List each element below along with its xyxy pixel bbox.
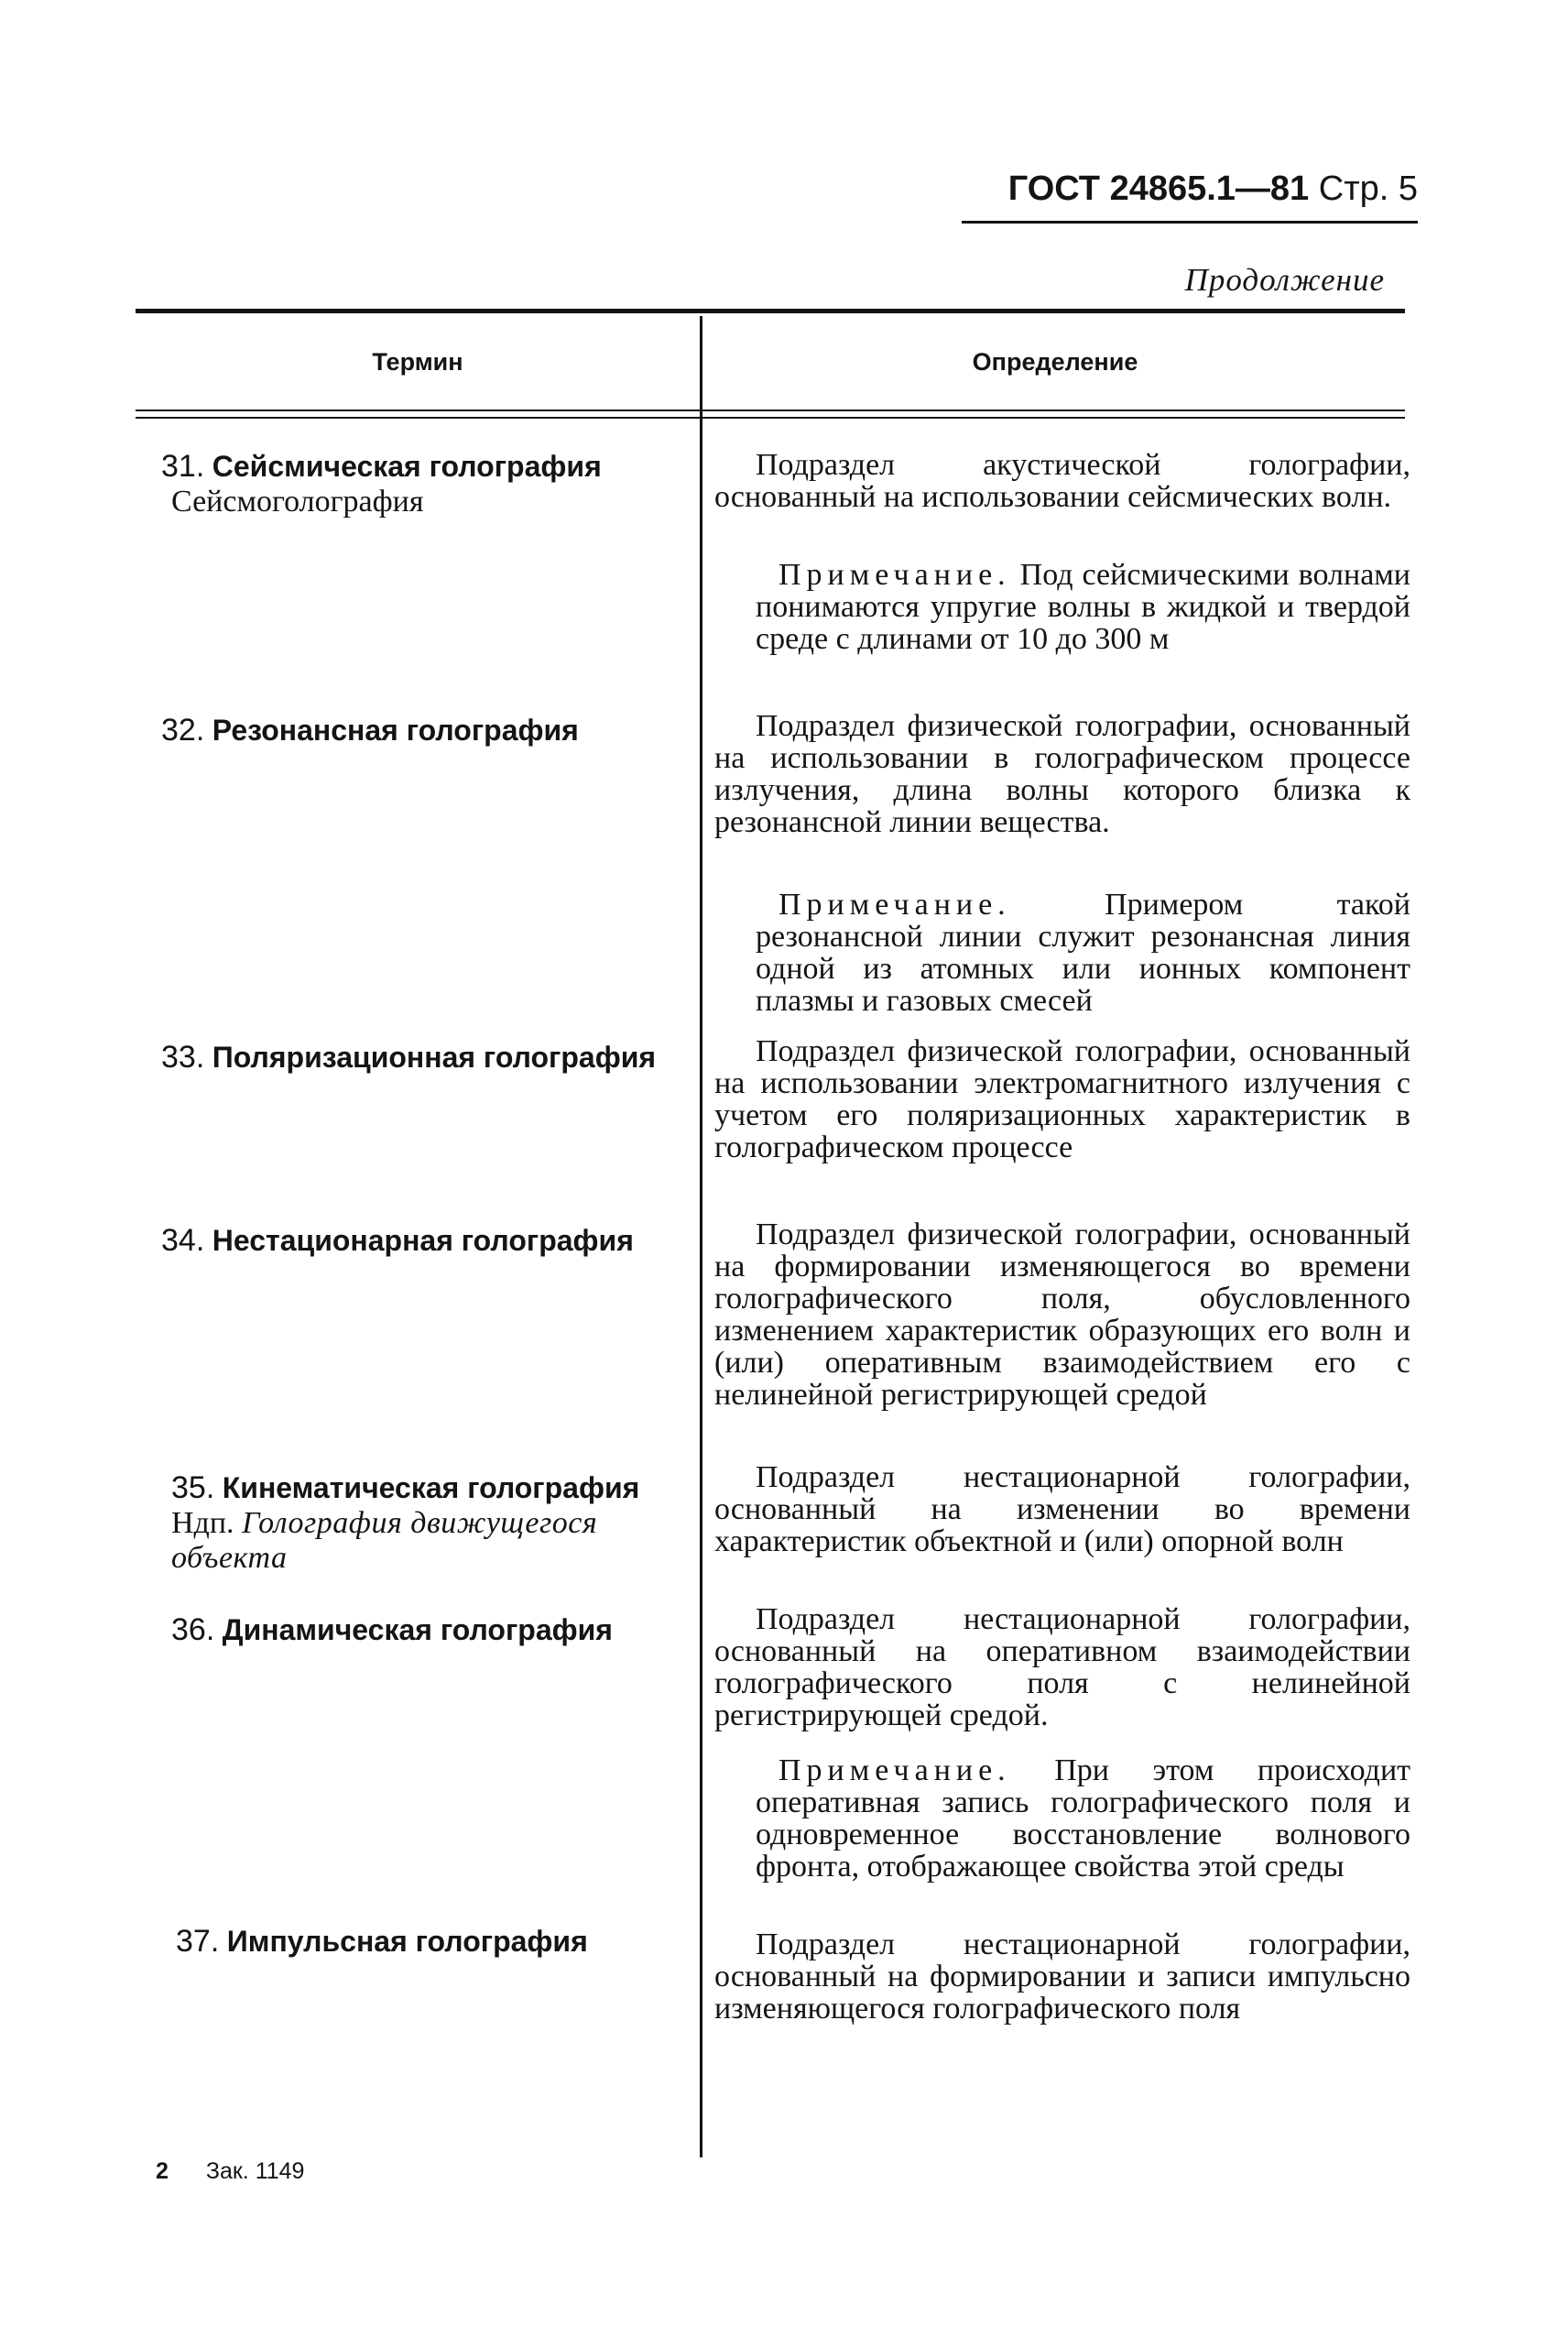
table-top-rule (136, 309, 1405, 313)
header-double-rule-1 (136, 410, 1405, 411)
term-name: Сейсмическая голография (212, 450, 602, 483)
ndp-text: Голография движущегося объекта (171, 1506, 598, 1575)
term-name: Резонансная голография (212, 714, 579, 747)
column-divider (700, 316, 702, 2157)
term-37 (130, 1924, 698, 1960)
page-number: Стр. 5 (1318, 169, 1418, 208)
term-33 (130, 1040, 698, 1076)
note-text: Примером такой резонансной линии служит резонансная линия одной из атомных или ионных компонент плазмы и газовых смесей (756, 888, 1411, 1018)
note-text: Под сейсмическими волнами понимаются упругие волны в жидкой и твердой среде с длинами от 10 до 300 м (756, 558, 1410, 656)
term-number: 32. (161, 713, 205, 748)
note-label: Примечание. (779, 558, 1011, 592)
term-35 (130, 1470, 698, 1576)
term-32 (130, 713, 698, 748)
note-label: Примечание. (779, 1753, 1011, 1787)
term-number: 31. (161, 449, 205, 484)
page-header (960, 169, 1418, 209)
ndp-label: Ндп. (171, 1506, 234, 1540)
term-34 (130, 1223, 698, 1259)
note-label: Примечание. (779, 888, 1011, 922)
term-synonym: Сейсмоголография (171, 485, 424, 519)
note-31 (756, 559, 1410, 655)
header-double-rule-2 (136, 417, 1405, 419)
page-footer (156, 2158, 304, 2185)
header-rule (962, 221, 1418, 224)
standard-number: ГОСТ 24865.1—81 (1007, 169, 1310, 208)
term-name: Импульсная голография (226, 1925, 588, 1958)
term-name: Поляризационная голография (212, 1041, 657, 1074)
term-36 (130, 1612, 698, 1648)
term-name: Кинематическая голография (222, 1471, 640, 1504)
definition-31: Подраздел акустической голографии, основанный на использовании сейсмических волн. (714, 448, 1410, 514)
order-number: Зак. 1149 (205, 2158, 305, 2184)
note-text: При этом происходит оперативная запись голографического поля и одновременное восстановление волнового фронта, отображающее свойства этой среды (756, 1753, 1411, 1884)
term-number: 37. (176, 1924, 220, 1959)
definition-33: Подраздел физической голографии, основанный на использовании электромагнитного излучения с учетом его поляризационных характеристик в голографическом процессе (714, 1034, 1410, 1164)
definition-35: Подраздел нестационарной голографии, основанный на изменении во времени характеристик объектной и (или) опорной волн (714, 1460, 1410, 1558)
note-36 (756, 1754, 1410, 1883)
note-32 (756, 889, 1410, 1017)
definition-37: Подраздел нестационарной голографии, основанный на формировании и записи импульсно изменяющегося голографического поля (714, 1927, 1410, 2026)
term-name: Нестационарная голография (212, 1224, 634, 1257)
column-header-definition: Определение (972, 348, 1138, 376)
definition-32: Подраздел физической голографии, основанный на использовании в голографическом процессе излучения, длина волны которого близка к резонансной линии вещества. (714, 709, 1410, 839)
continuation-label: Продолжение (1184, 262, 1385, 298)
definition-34: Подраздел физической голографии, основанный на формировании изменяющегося во времени голографического поля, обусловленного изменением характеристик образующих его волн и (или) оперативным взаимодействием его с нелинейной регистрирующей средой (714, 1218, 1410, 1412)
term-number: 33. (161, 1040, 205, 1075)
footer-page-number: 2 (156, 2158, 169, 2184)
definition-36: Подраздел нестационарной голографии, основанный на оперативном взаимодействии голографического поля с нелинейной регистрирующей средой. (714, 1602, 1410, 1732)
term-name: Динамическая голография (222, 1613, 613, 1646)
term-number: 36. (171, 1612, 215, 1647)
term-31 (130, 449, 698, 519)
column-header-term: Термин (372, 348, 463, 376)
term-number: 34. (161, 1223, 205, 1258)
deprecated-term (130, 1506, 698, 1576)
term-number: 35. (171, 1470, 215, 1505)
